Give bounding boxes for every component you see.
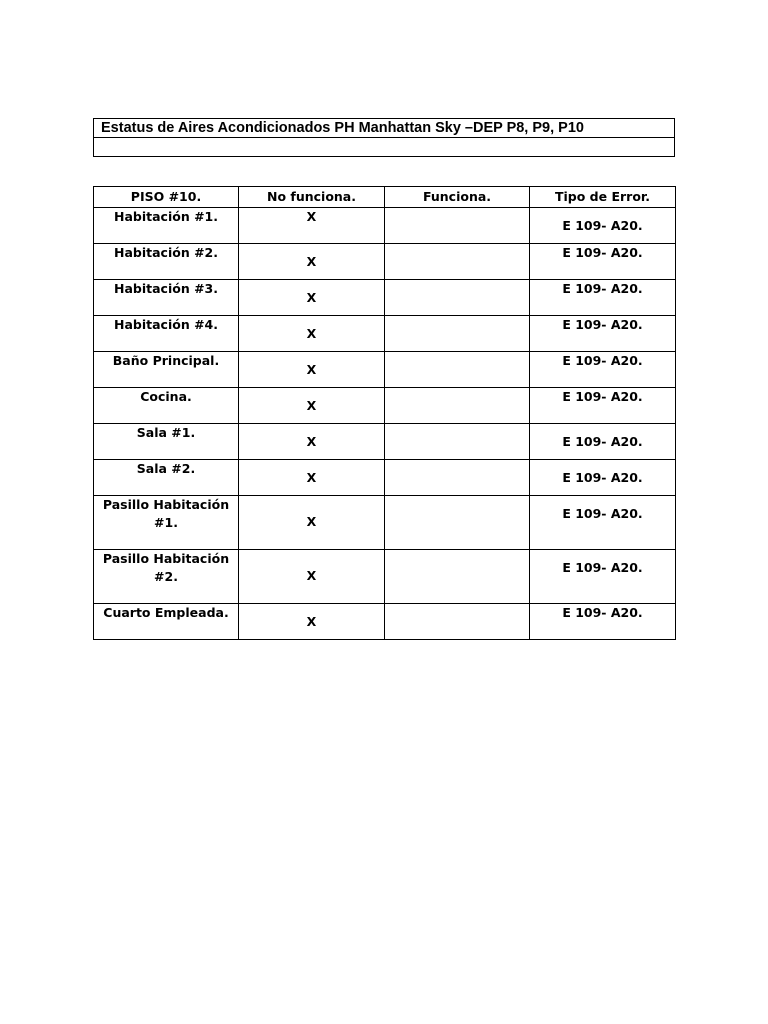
funciona-cell	[385, 388, 530, 424]
no-funciona-mark: X	[306, 290, 317, 305]
error-cell	[530, 496, 676, 550]
column-header-no-funciona: No funciona.	[239, 187, 385, 208]
table-row	[94, 208, 676, 244]
table-row	[94, 460, 676, 496]
no-funciona-mark: X	[306, 514, 317, 529]
room-name: Habitación #1.	[114, 209, 218, 224]
table-row	[94, 550, 676, 604]
error-code: E 109- A20.	[562, 605, 643, 620]
error-code: E 109- A20.	[562, 353, 643, 368]
error-code: E 109- A20.	[562, 434, 643, 449]
error-code: E 109- A20.	[562, 389, 643, 404]
column-header-funciona: Funciona.	[385, 187, 530, 208]
table-row	[94, 424, 676, 460]
error-cell	[530, 460, 676, 496]
funciona-cell	[385, 352, 530, 388]
funciona-cell	[385, 208, 530, 244]
room-cell	[94, 496, 239, 550]
no-funciona-mark: X	[306, 398, 317, 413]
error-cell	[530, 388, 676, 424]
no-funciona-mark: X	[306, 434, 317, 449]
error-code: E 109- A20.	[562, 317, 643, 332]
no-funciona-cell	[239, 550, 385, 604]
funciona-cell	[385, 244, 530, 280]
room-cell	[94, 280, 239, 316]
no-funciona-cell	[239, 424, 385, 460]
no-funciona-mark: X	[306, 568, 317, 583]
no-funciona-mark: X	[306, 470, 317, 485]
funciona-cell	[385, 316, 530, 352]
no-funciona-cell	[239, 316, 385, 352]
room-cell	[94, 604, 239, 640]
no-funciona-mark: X	[306, 326, 317, 341]
no-funciona-cell	[239, 352, 385, 388]
error-code: E 109- A20.	[562, 245, 643, 260]
room-name: Pasillo Habitación #1.	[102, 497, 230, 530]
room-cell	[94, 352, 239, 388]
room-name: Habitación #2.	[114, 245, 218, 260]
no-funciona-mark: X	[306, 209, 317, 224]
document-title: Estatus de Aires Acondicionados PH Manhattan Sky –DEP P8, P9, P10	[94, 119, 674, 138]
table-row	[94, 316, 676, 352]
error-cell	[530, 604, 676, 640]
room-cell	[94, 208, 239, 244]
room-cell	[94, 424, 239, 460]
funciona-cell	[385, 604, 530, 640]
table-header-row	[94, 187, 676, 208]
funciona-cell	[385, 460, 530, 496]
error-cell	[530, 550, 676, 604]
column-header-room: PISO #10.	[94, 187, 239, 208]
funciona-cell	[385, 496, 530, 550]
error-cell	[530, 424, 676, 460]
room-name: Cocina.	[140, 389, 192, 404]
table-row	[94, 352, 676, 388]
room-cell	[94, 316, 239, 352]
error-code: E 109- A20.	[562, 281, 643, 296]
error-code: E 109- A20.	[562, 560, 643, 575]
no-funciona-cell	[239, 604, 385, 640]
no-funciona-cell	[239, 388, 385, 424]
title-box	[93, 118, 675, 157]
room-cell	[94, 244, 239, 280]
room-name: Habitación #4.	[114, 317, 218, 332]
room-cell	[94, 460, 239, 496]
funciona-cell	[385, 424, 530, 460]
funciona-cell	[385, 280, 530, 316]
no-funciona-cell	[239, 280, 385, 316]
error-code: E 109- A20.	[562, 470, 643, 485]
status-table	[93, 186, 676, 640]
no-funciona-mark: X	[306, 254, 317, 269]
no-funciona-mark: X	[306, 614, 317, 629]
error-cell	[530, 244, 676, 280]
room-name: Sala #1.	[136, 425, 196, 440]
error-code: E 109- A20.	[562, 506, 643, 521]
table-row	[94, 244, 676, 280]
room-cell	[94, 388, 239, 424]
error-cell	[530, 316, 676, 352]
room-name: Sala #2.	[136, 461, 196, 476]
no-funciona-cell	[239, 460, 385, 496]
table-row	[94, 388, 676, 424]
error-cell	[530, 208, 676, 244]
funciona-cell	[385, 550, 530, 604]
no-funciona-cell	[239, 496, 385, 550]
room-name: Pasillo Habitación #2.	[102, 551, 230, 584]
no-funciona-mark: X	[306, 362, 317, 377]
column-header-tipo-error: Tipo de Error.	[530, 187, 676, 208]
table-row	[94, 604, 676, 640]
table-row	[94, 280, 676, 316]
table-row	[94, 496, 676, 550]
room-name: Cuarto Empleada.	[103, 605, 229, 620]
room-name: Habitación #3.	[114, 281, 218, 296]
error-code: E 109- A20.	[562, 218, 643, 233]
title-box-empty-row	[94, 138, 674, 156]
room-name: Baño Principal.	[112, 353, 220, 368]
no-funciona-cell	[239, 244, 385, 280]
error-cell	[530, 280, 676, 316]
room-cell	[94, 550, 239, 604]
error-cell	[530, 352, 676, 388]
no-funciona-cell	[239, 208, 385, 244]
